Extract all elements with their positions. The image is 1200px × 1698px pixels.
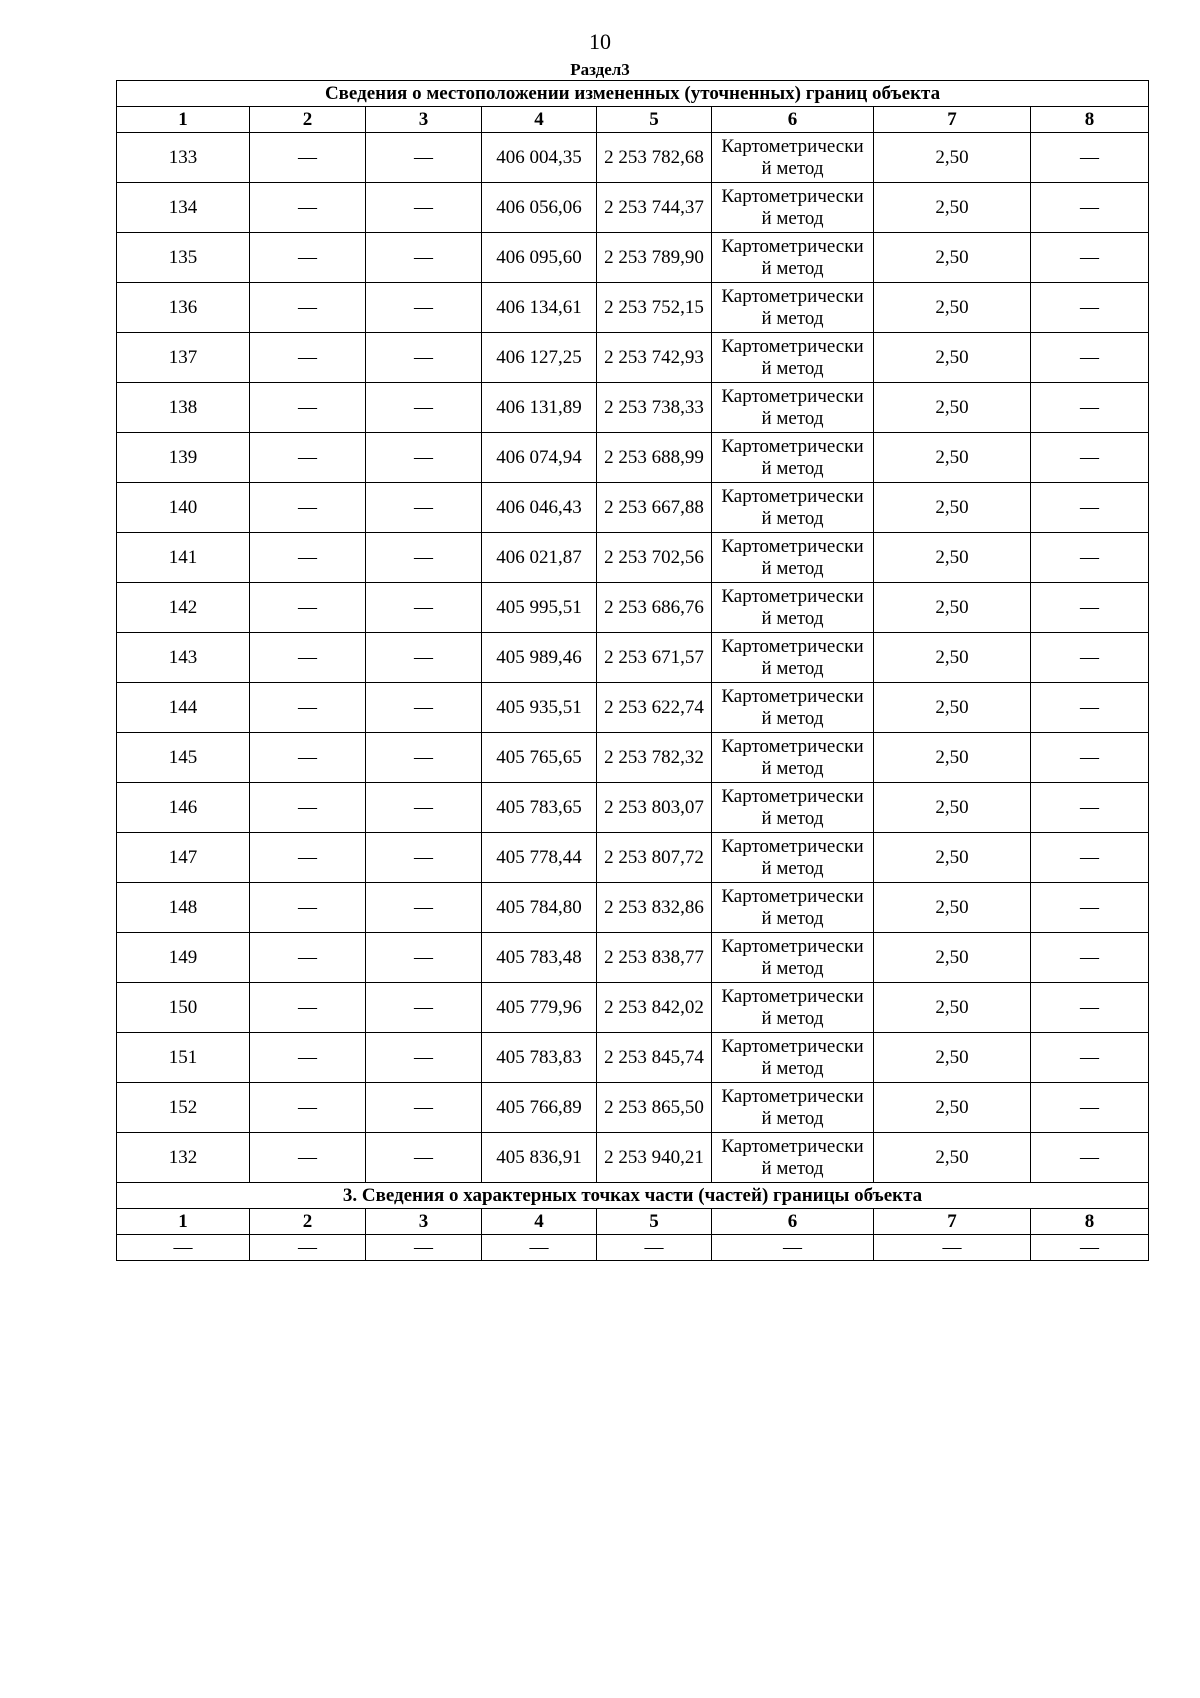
method-line-1: Картометрически	[721, 135, 864, 157]
cell-col2: —	[250, 783, 366, 833]
method-line-2: й метод	[761, 1157, 824, 1179]
cell-col8: —	[1031, 733, 1149, 783]
method-line-1: Картометрически	[721, 835, 864, 857]
parts-title-row	[117, 1183, 1149, 1209]
column-header: 1	[117, 107, 250, 133]
parts-column-header: 3	[366, 1209, 482, 1235]
method-cell	[712, 583, 874, 633]
point-number-cell: 137	[117, 333, 250, 383]
accuracy-cell: 2,50	[874, 683, 1031, 733]
cell-col2: —	[250, 133, 366, 183]
method-cell	[712, 1133, 874, 1183]
cell-col8: —	[1031, 333, 1149, 383]
method-line-2: й метод	[761, 407, 824, 429]
cell-col8: —	[1031, 1133, 1149, 1183]
table-row	[117, 883, 1149, 933]
y-coordinate-cell: 2 253 865,50	[597, 1083, 712, 1133]
accuracy-cell: 2,50	[874, 783, 1031, 833]
point-number-cell: 136	[117, 283, 250, 333]
cell-col8: —	[1031, 833, 1149, 883]
cell-col3: —	[366, 933, 482, 983]
point-number-cell: 148	[117, 883, 250, 933]
point-number-cell: 133	[117, 133, 250, 183]
cell-col3: —	[366, 1033, 482, 1083]
table-row	[117, 733, 1149, 783]
accuracy-cell: 2,50	[874, 433, 1031, 483]
x-coordinate-cell: 405 766,89	[482, 1083, 597, 1133]
method-line-2: й метод	[761, 857, 824, 879]
method-line-1: Картометрически	[721, 1035, 864, 1057]
cell-col3: —	[366, 683, 482, 733]
method-cell	[712, 233, 874, 283]
method-line-1: Картометрически	[721, 285, 864, 307]
method-line-2: й метод	[761, 607, 824, 629]
method-cell	[712, 183, 874, 233]
accuracy-cell: 2,50	[874, 333, 1031, 383]
cell-col2: —	[250, 483, 366, 533]
method-cell	[712, 933, 874, 983]
table-title: Сведения о местоположении измененных (уточненных) границ объекта	[117, 81, 1149, 107]
parts-empty-row	[117, 1235, 1149, 1261]
cell-col2: —	[250, 733, 366, 783]
cell-col2: —	[250, 683, 366, 733]
y-coordinate-cell: 2 253 686,76	[597, 583, 712, 633]
x-coordinate-cell: 405 784,80	[482, 883, 597, 933]
accuracy-cell: 2,50	[874, 983, 1031, 1033]
method-cell	[712, 333, 874, 383]
method-line-1: Картометрически	[721, 185, 864, 207]
cell-col2: —	[250, 933, 366, 983]
cell-col8: —	[1031, 933, 1149, 983]
point-number-cell: 152	[117, 1083, 250, 1133]
parts-column-header: 8	[1031, 1209, 1149, 1235]
x-coordinate-cell: 405 995,51	[482, 583, 597, 633]
table-row	[117, 133, 1149, 183]
cell-col8: —	[1031, 1083, 1149, 1133]
table-row	[117, 333, 1149, 383]
method-line-2: й метод	[761, 507, 824, 529]
cell-col2: —	[250, 983, 366, 1033]
table-row	[117, 183, 1149, 233]
y-coordinate-cell: 2 253 738,33	[597, 383, 712, 433]
method-line-2: й метод	[761, 657, 824, 679]
cell-col2: —	[250, 883, 366, 933]
y-coordinate-cell: 2 253 838,77	[597, 933, 712, 983]
y-coordinate-cell: 2 253 940,21	[597, 1133, 712, 1183]
parts-empty-cell: —	[366, 1235, 482, 1261]
accuracy-cell: 2,50	[874, 1133, 1031, 1183]
accuracy-cell: 2,50	[874, 483, 1031, 533]
column-header: 4	[482, 107, 597, 133]
cell-col3: —	[366, 333, 482, 383]
table-row	[117, 483, 1149, 533]
method-line-2: й метод	[761, 757, 824, 779]
parts-column-header: 1	[117, 1209, 250, 1235]
method-line-1: Картометрически	[721, 685, 864, 707]
cell-col2: —	[250, 233, 366, 283]
accuracy-cell: 2,50	[874, 533, 1031, 583]
method-line-1: Картометрически	[721, 735, 864, 757]
table-row	[117, 433, 1149, 483]
parts-column-header: 5	[597, 1209, 712, 1235]
accuracy-cell: 2,50	[874, 883, 1031, 933]
cell-col8: —	[1031, 633, 1149, 683]
point-number-cell: 147	[117, 833, 250, 883]
table-body	[117, 81, 1149, 1261]
method-line-1: Картометрически	[721, 785, 864, 807]
x-coordinate-cell: 405 836,91	[482, 1133, 597, 1183]
cell-col2: —	[250, 533, 366, 583]
cell-col2: —	[250, 1033, 366, 1083]
accuracy-cell: 2,50	[874, 1033, 1031, 1083]
cell-col3: —	[366, 633, 482, 683]
parts-empty-cell: —	[482, 1235, 597, 1261]
cell-col8: —	[1031, 183, 1149, 233]
cell-col3: —	[366, 233, 482, 283]
cell-col2: —	[250, 183, 366, 233]
method-line-2: й метод	[761, 257, 824, 279]
cell-col3: —	[366, 983, 482, 1033]
method-line-1: Картометрически	[721, 385, 864, 407]
x-coordinate-cell: 405 778,44	[482, 833, 597, 883]
page-number: 10	[589, 29, 611, 54]
method-line-1: Картометрически	[721, 885, 864, 907]
cell-col8: —	[1031, 783, 1149, 833]
method-line-1: Картометрически	[721, 485, 864, 507]
parts-empty-cell: —	[874, 1235, 1031, 1261]
table-row	[117, 833, 1149, 883]
table-row	[117, 533, 1149, 583]
method-line-1: Картометрически	[721, 235, 864, 257]
method-line-1: Картометрически	[721, 935, 864, 957]
method-cell	[712, 383, 874, 433]
point-number-cell: 150	[117, 983, 250, 1033]
y-coordinate-cell: 2 253 782,68	[597, 133, 712, 183]
x-coordinate-cell: 405 783,83	[482, 1033, 597, 1083]
parts-table-title: 3. Сведения о характерных точках части (частей) границы объекта	[117, 1183, 1149, 1209]
boundary-table	[116, 80, 1149, 1261]
cell-col3: —	[366, 1133, 482, 1183]
method-line-1: Картометрически	[721, 335, 864, 357]
accuracy-cell: 2,50	[874, 233, 1031, 283]
parts-empty-cell: —	[597, 1235, 712, 1261]
cell-col8: —	[1031, 483, 1149, 533]
parts-column-header-row	[117, 1209, 1149, 1235]
accuracy-cell: 2,50	[874, 383, 1031, 433]
x-coordinate-cell: 405 779,96	[482, 983, 597, 1033]
method-cell	[712, 533, 874, 583]
x-coordinate-cell: 405 935,51	[482, 683, 597, 733]
cell-col8: —	[1031, 133, 1149, 183]
accuracy-cell: 2,50	[874, 933, 1031, 983]
method-line-1: Картометрически	[721, 1085, 864, 1107]
method-line-2: й метод	[761, 307, 824, 329]
y-coordinate-cell: 2 253 803,07	[597, 783, 712, 833]
method-line-1: Картометрически	[721, 535, 864, 557]
method-line-1: Картометрически	[721, 1135, 864, 1157]
point-number-cell: 149	[117, 933, 250, 983]
cell-col3: —	[366, 433, 482, 483]
accuracy-cell: 2,50	[874, 1083, 1031, 1133]
method-line-2: й метод	[761, 457, 824, 479]
column-header: 6	[712, 107, 874, 133]
y-coordinate-cell: 2 253 807,72	[597, 833, 712, 883]
cell-col2: —	[250, 1083, 366, 1133]
cell-col8: —	[1031, 883, 1149, 933]
method-line-1: Картометрически	[721, 585, 864, 607]
method-cell	[712, 733, 874, 783]
point-number-cell: 139	[117, 433, 250, 483]
y-coordinate-cell: 2 253 845,74	[597, 1033, 712, 1083]
cell-col8: —	[1031, 283, 1149, 333]
parts-empty-cell: —	[1031, 1235, 1149, 1261]
cell-col8: —	[1031, 383, 1149, 433]
column-header: 7	[874, 107, 1031, 133]
y-coordinate-cell: 2 253 744,37	[597, 183, 712, 233]
method-line-1: Картометрически	[721, 985, 864, 1007]
x-coordinate-cell: 405 989,46	[482, 633, 597, 683]
table-row	[117, 783, 1149, 833]
cell-col8: —	[1031, 583, 1149, 633]
method-cell	[712, 833, 874, 883]
y-coordinate-cell: 2 253 832,86	[597, 883, 712, 933]
cell-col8: —	[1031, 983, 1149, 1033]
cell-col3: —	[366, 283, 482, 333]
y-coordinate-cell: 2 253 789,90	[597, 233, 712, 283]
cell-col2: —	[250, 583, 366, 633]
parts-column-header: 4	[482, 1209, 597, 1235]
table-row	[117, 983, 1149, 1033]
cell-col3: —	[366, 583, 482, 633]
method-cell	[712, 633, 874, 683]
method-line-2: й метод	[761, 1057, 824, 1079]
method-line-2: й метод	[761, 907, 824, 929]
method-line-2: й метод	[761, 157, 824, 179]
table-row	[117, 1033, 1149, 1083]
y-coordinate-cell: 2 253 842,02	[597, 983, 712, 1033]
method-line-2: й метод	[761, 807, 824, 829]
y-coordinate-cell: 2 253 782,32	[597, 733, 712, 783]
method-line-2: й метод	[761, 957, 824, 979]
point-number-cell: 145	[117, 733, 250, 783]
x-coordinate-cell: 405 783,65	[482, 783, 597, 833]
column-header: 3	[366, 107, 482, 133]
point-number-cell: 143	[117, 633, 250, 683]
method-cell	[712, 1033, 874, 1083]
method-line-2: й метод	[761, 357, 824, 379]
cell-col8: —	[1031, 1033, 1149, 1083]
x-coordinate-cell: 405 765,65	[482, 733, 597, 783]
cell-col3: —	[366, 733, 482, 783]
x-coordinate-cell: 405 783,48	[482, 933, 597, 983]
cell-col3: —	[366, 483, 482, 533]
cell-col2: —	[250, 1133, 366, 1183]
cell-col2: —	[250, 283, 366, 333]
table-row	[117, 383, 1149, 433]
method-line-2: й метод	[761, 557, 824, 579]
parts-column-header: 6	[712, 1209, 874, 1235]
table-row	[117, 583, 1149, 633]
y-coordinate-cell: 2 253 752,15	[597, 283, 712, 333]
y-coordinate-cell: 2 253 742,93	[597, 333, 712, 383]
column-header-row	[117, 107, 1149, 133]
cell-col2: —	[250, 633, 366, 683]
column-header: 5	[597, 107, 712, 133]
y-coordinate-cell: 2 253 702,56	[597, 533, 712, 583]
y-coordinate-cell: 2 253 688,99	[597, 433, 712, 483]
accuracy-cell: 2,50	[874, 583, 1031, 633]
cell-col8: —	[1031, 683, 1149, 733]
table-row	[117, 933, 1149, 983]
cell-col3: —	[366, 883, 482, 933]
accuracy-cell: 2,50	[874, 833, 1031, 883]
accuracy-cell: 2,50	[874, 633, 1031, 683]
y-coordinate-cell: 2 253 671,57	[597, 633, 712, 683]
accuracy-cell: 2,50	[874, 733, 1031, 783]
section-heading: Раздел3	[570, 60, 630, 79]
cell-col8: —	[1031, 433, 1149, 483]
x-coordinate-cell: 406 127,25	[482, 333, 597, 383]
cell-col3: —	[366, 533, 482, 583]
column-header: 8	[1031, 107, 1149, 133]
point-number-cell: 134	[117, 183, 250, 233]
y-coordinate-cell: 2 253 622,74	[597, 683, 712, 733]
point-number-cell: 146	[117, 783, 250, 833]
point-number-cell: 135	[117, 233, 250, 283]
cell-col2: —	[250, 383, 366, 433]
x-coordinate-cell: 406 134,61	[482, 283, 597, 333]
x-coordinate-cell: 406 056,06	[482, 183, 597, 233]
x-coordinate-cell: 406 074,94	[482, 433, 597, 483]
parts-empty-cell: —	[250, 1235, 366, 1261]
cell-col8: —	[1031, 533, 1149, 583]
table-row	[117, 1133, 1149, 1183]
cell-col3: —	[366, 133, 482, 183]
method-cell	[712, 883, 874, 933]
cell-col3: —	[366, 383, 482, 433]
method-cell	[712, 683, 874, 733]
point-number-cell: 142	[117, 583, 250, 633]
method-line-2: й метод	[761, 707, 824, 729]
x-coordinate-cell: 406 004,35	[482, 133, 597, 183]
cell-col3: —	[366, 833, 482, 883]
cell-col3: —	[366, 1083, 482, 1133]
table-row	[117, 1083, 1149, 1133]
table-row	[117, 233, 1149, 283]
method-cell	[712, 1083, 874, 1133]
table-row	[117, 633, 1149, 683]
method-cell	[712, 133, 874, 183]
point-number-cell: 151	[117, 1033, 250, 1083]
method-line-2: й метод	[761, 1007, 824, 1029]
method-line-2: й метод	[761, 207, 824, 229]
table-row	[117, 283, 1149, 333]
table-title-row	[117, 81, 1149, 107]
method-line-2: й метод	[761, 1107, 824, 1129]
parts-empty-cell: —	[712, 1235, 874, 1261]
parts-column-header: 2	[250, 1209, 366, 1235]
cell-col3: —	[366, 183, 482, 233]
point-number-cell: 144	[117, 683, 250, 733]
y-coordinate-cell: 2 253 667,88	[597, 483, 712, 533]
method-cell	[712, 983, 874, 1033]
parts-empty-cell: —	[117, 1235, 250, 1261]
table-row	[117, 683, 1149, 733]
cell-col2: —	[250, 833, 366, 883]
method-cell	[712, 783, 874, 833]
x-coordinate-cell: 406 046,43	[482, 483, 597, 533]
method-cell	[712, 283, 874, 333]
cell-col8: —	[1031, 233, 1149, 283]
method-line-1: Картометрически	[721, 435, 864, 457]
cell-col2: —	[250, 433, 366, 483]
cell-col2: —	[250, 333, 366, 383]
method-line-1: Картометрически	[721, 635, 864, 657]
point-number-cell: 140	[117, 483, 250, 533]
method-cell	[712, 483, 874, 533]
cell-col3: —	[366, 783, 482, 833]
accuracy-cell: 2,50	[874, 183, 1031, 233]
x-coordinate-cell: 406 095,60	[482, 233, 597, 283]
column-header: 2	[250, 107, 366, 133]
accuracy-cell: 2,50	[874, 133, 1031, 183]
method-cell	[712, 433, 874, 483]
x-coordinate-cell: 406 021,87	[482, 533, 597, 583]
x-coordinate-cell: 406 131,89	[482, 383, 597, 433]
accuracy-cell: 2,50	[874, 283, 1031, 333]
point-number-cell: 138	[117, 383, 250, 433]
point-number-cell: 132	[117, 1133, 250, 1183]
parts-column-header: 7	[874, 1209, 1031, 1235]
point-number-cell: 141	[117, 533, 250, 583]
